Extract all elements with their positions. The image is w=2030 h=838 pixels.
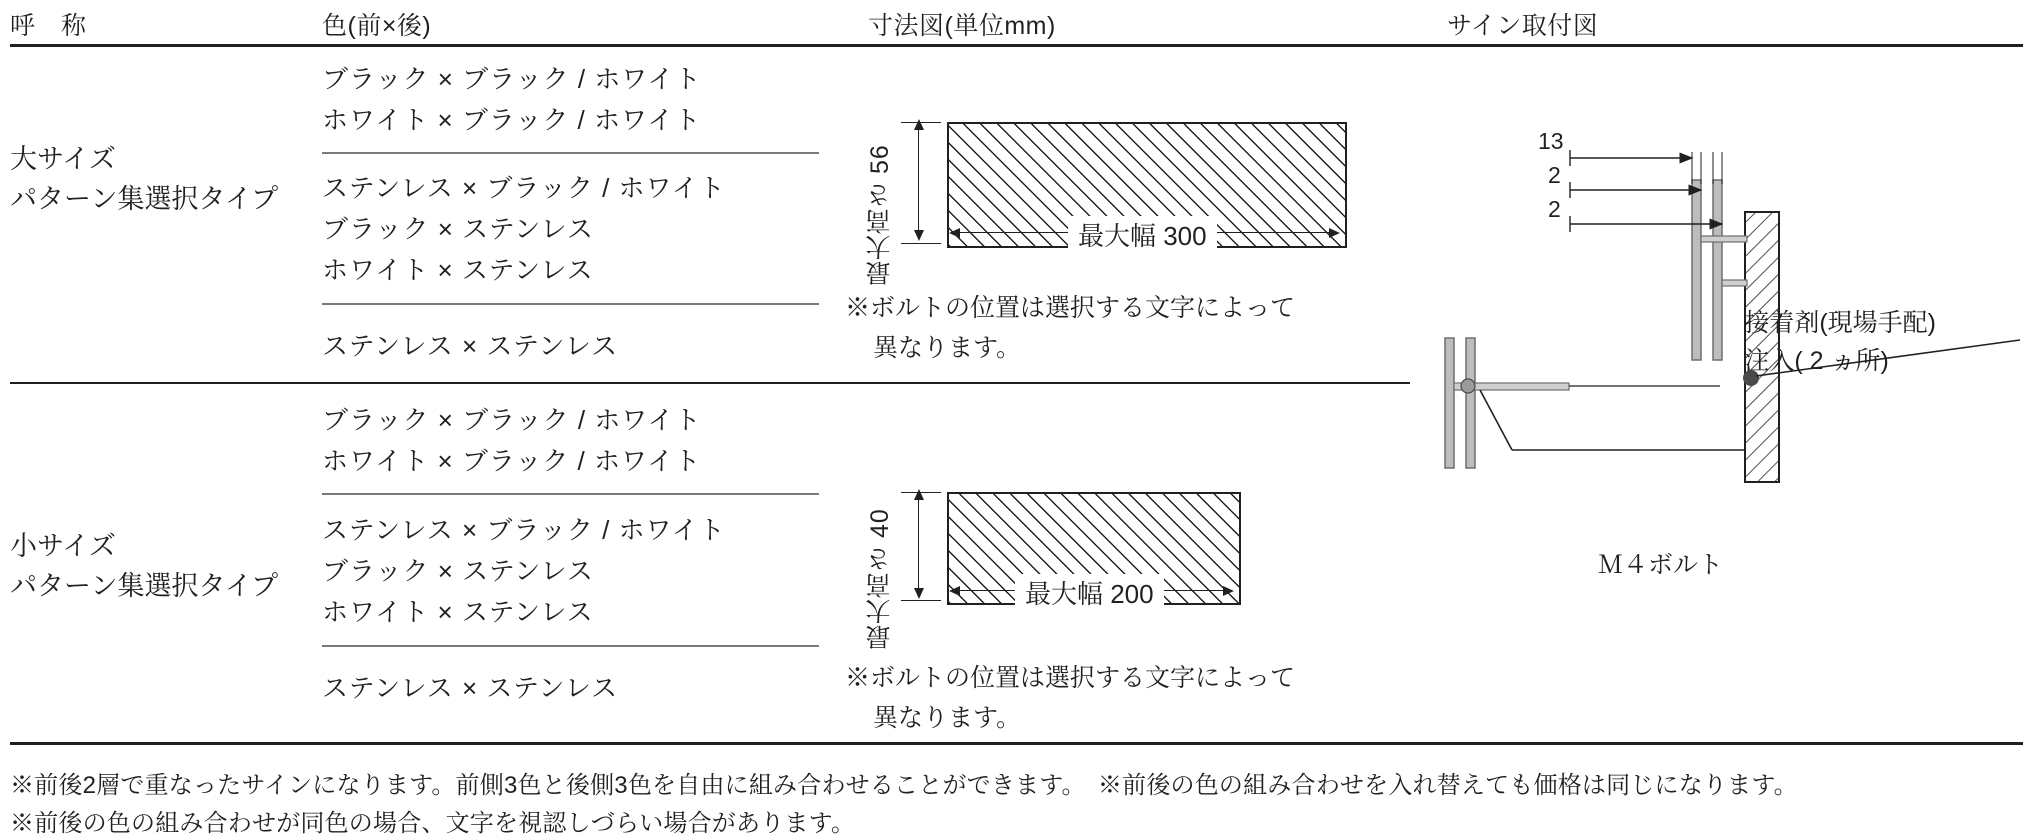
dimension-height-label-small: 最大高さ 40 bbox=[866, 508, 894, 650]
color-option: ブラック × ブラック / ホワイト bbox=[322, 405, 702, 435]
color-option: ブラック × ステンレス bbox=[322, 556, 594, 586]
dimension-width-label-small: 最大幅 200 bbox=[1015, 574, 1164, 611]
height-ext-line-bottom bbox=[901, 243, 941, 244]
dimension-note-small-line2: 異なります。 bbox=[873, 704, 1022, 732]
dimension-note-large-line1: ※ボルトの位置は選択する文字によって bbox=[845, 294, 1296, 322]
mounting-dim-2b: 2 bbox=[1548, 196, 1561, 222]
height-dimension-line bbox=[918, 492, 919, 592]
width-arrow-right bbox=[1329, 228, 1340, 238]
color-group-divider bbox=[322, 303, 819, 305]
adhesive-label-line1: 接着剤(現場手配) bbox=[1744, 309, 1936, 337]
color-option: ブラック × ブラック / ホワイト bbox=[322, 64, 702, 94]
width-arrow-left bbox=[949, 228, 960, 238]
color-option: ホワイト × ステンレス bbox=[322, 255, 594, 285]
header-divider bbox=[10, 44, 2023, 47]
column-header-mounting: サイン取付図 bbox=[1447, 12, 1599, 40]
dimension-note-small bbox=[845, 658, 1295, 738]
column-header-name: 呼 称 bbox=[10, 12, 87, 40]
row-divider bbox=[10, 382, 1410, 384]
row-label-small bbox=[10, 526, 278, 606]
height-ext-line-bottom bbox=[901, 600, 941, 601]
height-ext-line-top bbox=[901, 492, 941, 493]
row-label-small-line2: パターン集選択タイプ bbox=[10, 571, 279, 601]
row-label-small-line1: 小サイズ bbox=[10, 531, 116, 561]
row-label-large-line1: 大サイズ bbox=[10, 144, 116, 174]
color-group-divider bbox=[322, 152, 819, 154]
width-arrow-right bbox=[1223, 586, 1234, 596]
mounting-dim-13: 13 bbox=[1538, 128, 1564, 154]
height-arrow-bottom bbox=[914, 230, 924, 241]
color-option: ホワイト × ブラック / ホワイト bbox=[322, 105, 702, 135]
dimension-note-large-line2: 異なります。 bbox=[873, 334, 1022, 362]
dimension-note-large bbox=[845, 288, 1295, 368]
column-header-color: 色(前×後) bbox=[322, 12, 432, 40]
color-option: ステンレス × ブラック / ホワイト bbox=[322, 173, 726, 203]
adhesive-label-line2: 注入( 2 ヵ所) bbox=[1744, 347, 1889, 375]
color-group-divider bbox=[322, 645, 819, 647]
dimension-note-small-line1: ※ボルトの位置は選択する文字によって bbox=[845, 664, 1296, 692]
height-arrow-top bbox=[914, 119, 924, 130]
color-option: ステンレス × ブラック / ホワイト bbox=[322, 515, 726, 545]
width-arrow-left bbox=[949, 586, 960, 596]
height-arrow-top bbox=[914, 489, 924, 500]
adhesive-label bbox=[1744, 304, 1936, 380]
height-dimension-line bbox=[918, 122, 919, 235]
footnote-2: ※前後の色の組み合わせが同色の場合、文字を視認しづらい場合があります。 bbox=[10, 810, 856, 837]
row-label-large-line2: パターン集選択タイプ bbox=[10, 184, 279, 214]
mounting-dim-2a: 2 bbox=[1548, 162, 1561, 188]
height-ext-line-top bbox=[901, 122, 941, 123]
dimension-width-label-large: 最大幅 300 bbox=[1068, 216, 1217, 253]
color-option: ステンレス × ステンレス bbox=[322, 331, 619, 361]
color-option: ホワイト × ステンレス bbox=[322, 597, 594, 627]
color-option: ステンレス × ステンレス bbox=[322, 673, 619, 703]
color-option: ブラック × ステンレス bbox=[322, 214, 594, 244]
dimension-height-label-large: 最大高さ 56 bbox=[866, 144, 894, 286]
color-option: ホワイト × ブラック / ホワイト bbox=[322, 446, 702, 476]
footnote-1: ※前後2層で重なったサインになります。前側3色と後側3色を自由に組み合わせることができます。 ※前後の色の組み合わせを入れ替えても価格は同じになります。 bbox=[10, 772, 1798, 799]
color-group-divider bbox=[322, 493, 819, 495]
row-label-large bbox=[10, 139, 278, 219]
footer-divider bbox=[10, 742, 2023, 745]
column-header-dimension: 寸法図(単位mm) bbox=[868, 12, 1056, 40]
height-arrow-bottom bbox=[914, 588, 924, 599]
bolt-label: Ｍ４ボルト bbox=[1598, 551, 1724, 579]
